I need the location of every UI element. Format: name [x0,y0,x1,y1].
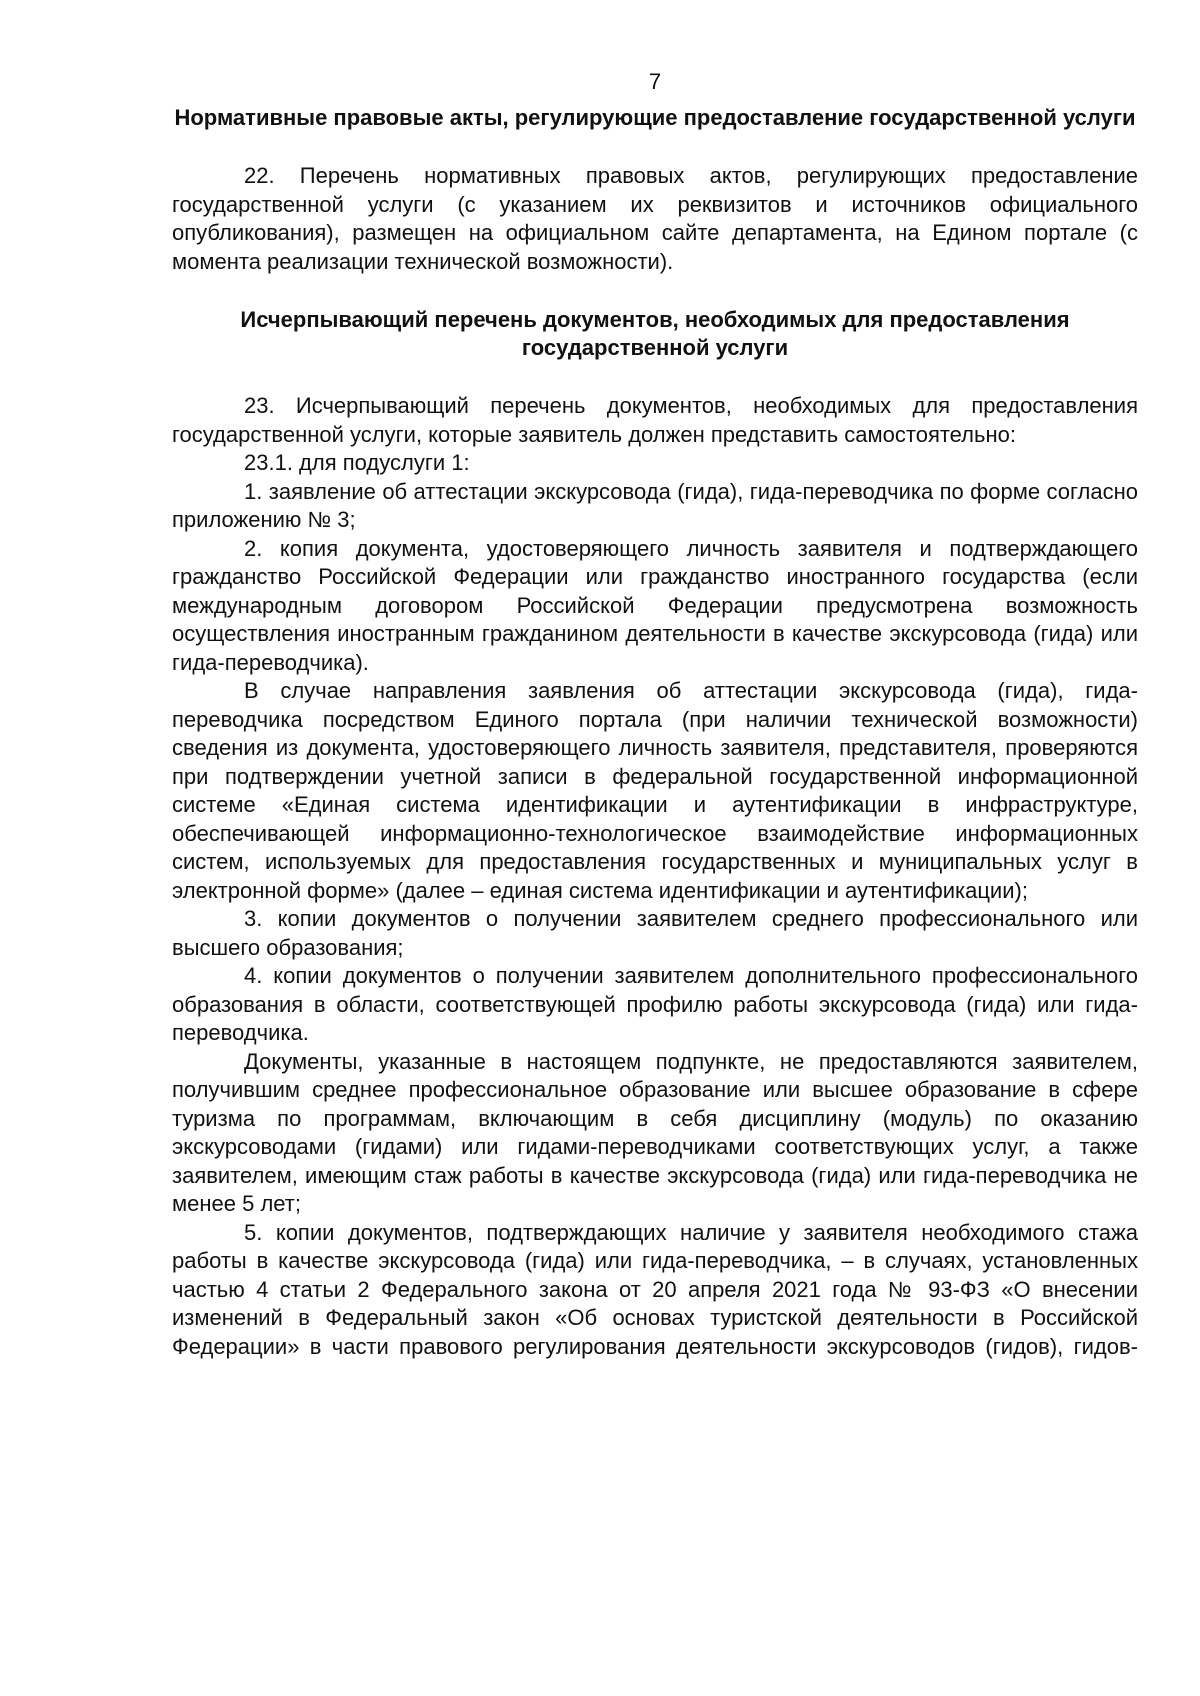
paragraph-exemption: Документы, указанные в настоящем подпункте, не предоставляются заявителем, получившим среднее профессиональное образование или высшее образование в сфере туризма по программам, включающим в себя дисциплину (модуль) по оказанию экскурсоводами (гидами) или гидами-переводчиками соответствующих услуг, а также заявителем, имеющим стаж работы в качестве экскурсовода (гида) или гида-переводчика не менее 5 лет; [172,1048,1138,1216]
page-number: 7 [648,69,662,94]
paragraph-23: 23. Исчерпывающий перечень документов, необходимых для предоставления государственной услуги, которые заявитель должен представить самостоятельно: [172,393,1138,447]
list-item-1: 1. заявление об аттестации экскурсовода (гида), гида-переводчика по форме согласно приложению № 3; [172,478,1138,532]
paragraph-23-1: 23.1. для подуслуги 1: [244,450,470,475]
list-item-2: 2. копия документа, удостоверяющего личность заявителя и подтверждающего гражданство Российской Федерации или гражданство иностранного государства (если международным договором Российской Федерации предусмотрена возможность осуществления иностранным гражданином деятельности в качестве экскурсовода (гида) или гида-переводчика). [172,535,1138,675]
list-item-5: 5. копии документов, подтверждающих наличие у заявителя необходимого стажа работы в качестве экскурсовода (гида) или гида-переводчика, – в случаях, установленных частью 4 статьи 2 Федерального закона от 20 апреля 2021 года № 93-ФЗ «О внесении изменений в Федеральный закон «Об основах туристской деятельности в Российской Федерации» в части правового регулирования деятельности экскурсоводов (гидов), гидов- [172,1219,1138,1359]
section-heading-legal-acts: Нормативные правовые акты, регулирующие предоставление государственной услуги [174,105,1136,130]
document-page [172,68,1138,1361]
section-heading-documents-list: Исчерпывающий перечень документов, необходимых для предоставления государственной услуги [240,307,1070,360]
list-item-3: 3. копии документов о получении заявителем среднего профессионального или высшего образования; [172,906,1138,960]
paragraph-unified-portal: В случае направления заявления об аттестации экскурсовода (гида), гида-переводчика посредством Единого портала (при наличии технической возможности) сведения из документа, удостоверяющего личность заявителя, представителя, проверяются при подтверждении учетной записи в федеральной государственной информационной системе «Единая система идентификации и аутентификации в инфраструктуре, обеспечивающей информационно-технологическое взаимодействие информационных систем, используемых для предоставления государственных и муниципальных услуг в электронной форме» (далее – единая система идентификации и аутентификации); [172,678,1138,903]
paragraph-22: 22. Перечень нормативных правовых актов, регулирующих предоставление государственной услуги (с указанием их реквизитов и источников официального опубликования), размещен на официальном сайте департамента, на Едином портале (с момента реализации технической возможности). [172,163,1138,274]
list-item-4: 4. копии документов о получении заявителем дополнительного профессионального образования в области, соответствующей профилю работы экскурсовода (гида) или гида-переводчика. [172,963,1138,1045]
